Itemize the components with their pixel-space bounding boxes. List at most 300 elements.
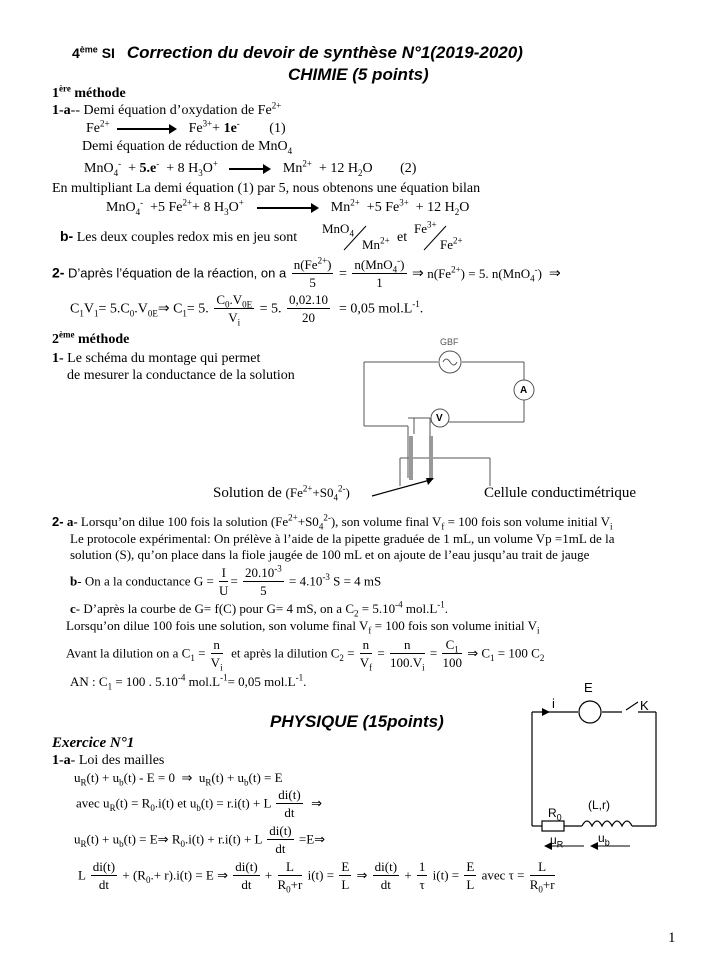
- text: mol.L: [188, 674, 221, 689]
- class-suffix: SI: [101, 45, 115, 61]
- dilution-line: [66, 618, 540, 636]
- sub: 4: [135, 206, 141, 217]
- sup: -1: [437, 599, 445, 610]
- physique-title: PHYSIQUE (15points): [270, 712, 444, 731]
- h3o: + 8 H: [166, 161, 199, 176]
- v: V: [228, 310, 238, 326]
- a-label: a-: [66, 514, 78, 529]
- c1v1-line: $C_1V_1=$ $5.C_0.V_{0E}\Rightarrow$ $C_1= 5$. $\frac{C_0.V_{0E}}{V_i}$ = 5. $\frac{0,02.10}{20}$ = 0,05 $mol.L^{-1}$.: [70, 292, 424, 328]
- sup: -: [236, 118, 240, 129]
- v: V: [210, 655, 221, 671]
- text: avec u: [76, 795, 110, 811]
- circuit-ub-label: [598, 831, 610, 848]
- text: = 100 . 5.10: [115, 674, 178, 689]
- u: u: [550, 833, 557, 847]
- fraction-l-r0r: [278, 860, 303, 893]
- v: V: [359, 655, 370, 671]
- den: 100: [442, 655, 462, 671]
- protocol-line2: solution (S), qu’on place dans la fiole jaugée de 100 mL et on ajoute de l’eau jusqu’au trait de jauge: [70, 547, 590, 562]
- fraction-di-dt: [91, 860, 117, 893]
- sub: 2: [354, 608, 359, 619]
- den: 1: [376, 275, 383, 291]
- b-text: - On a la conductance G =: [77, 573, 214, 589]
- fraction-nfe-5: $\frac{n(Fe^{2+})}{5}$: [293, 255, 332, 291]
- fraction-c1-100: $\frac{C_1}{100}$: [442, 637, 462, 671]
- sup: 2-: [323, 512, 331, 523]
- q1a-label: 1-a: [52, 753, 71, 768]
- couple-slash-1: [340, 224, 370, 252]
- sub: R: [80, 777, 87, 788]
- o: O: [202, 161, 213, 176]
- text: avec τ =: [481, 867, 525, 883]
- eq: =: [198, 645, 206, 661]
- num: E: [464, 860, 476, 876]
- sup: -1: [412, 298, 420, 309]
- num: I: [219, 566, 228, 582]
- sup: -: [156, 158, 160, 169]
- fe: Fe: [440, 237, 453, 252]
- sup: 2+: [302, 158, 312, 169]
- sub: 3: [224, 206, 229, 217]
- num: di(t): [91, 860, 117, 876]
- sub: 4: [318, 521, 324, 532]
- fraction-l-r0r: [530, 860, 555, 893]
- num: di(t): [267, 824, 293, 840]
- mesh-law-line1: $u_R(t) + u_b(t) - E = 0$ ⇒ $u_R(t) + u_b(t) = E$: [74, 770, 283, 788]
- eq-number: (2): [400, 161, 417, 176]
- heading-num: 2: [52, 332, 59, 347]
- fraction-n-vi: [211, 638, 223, 671]
- reduction-line: [82, 139, 292, 154]
- m2-q1-line2: de mesurer la conductance de la solution: [67, 368, 295, 383]
- sub: 2: [357, 167, 363, 178]
- u: u: [598, 831, 605, 845]
- fraction-value: [287, 293, 330, 326]
- num: n(Fe: [293, 257, 318, 272]
- five-e: 5.e: [139, 161, 157, 176]
- c: C: [70, 301, 80, 317]
- header-line: [72, 44, 523, 63]
- sub: 0E: [242, 299, 253, 310]
- methode2-heading: [52, 329, 130, 347]
- sub: b: [604, 837, 610, 848]
- text: = 0,05 mol.L: [227, 674, 296, 689]
- text: .+ r).i(t) = E: [150, 867, 214, 883]
- sup: -: [397, 255, 401, 266]
- heading-text: méthode: [78, 332, 130, 347]
- sup: -1: [220, 672, 228, 683]
- result: = 4.10: [289, 573, 323, 589]
- so4: +S0: [312, 485, 334, 500]
- text: = 100 fois son volume initial V: [374, 618, 537, 633]
- sub: 4: [349, 228, 354, 239]
- num: di(t): [373, 860, 399, 876]
- text: i(t) =: [432, 867, 460, 883]
- eq: = 5.: [259, 301, 282, 317]
- m2-q1-line1: [52, 351, 260, 366]
- sub: b: [196, 802, 201, 813]
- den: dt: [284, 805, 295, 821]
- num: di(t): [233, 860, 259, 876]
- sup: 2+: [182, 197, 193, 208]
- fraction-n-100vi: [390, 638, 425, 671]
- q1a-line: [52, 100, 282, 118]
- conductance-montage-diagram: [352, 336, 552, 486]
- text: .i(t) + r.i(t) + L: [185, 831, 262, 847]
- mesh-law-line3: $u_R(t) + u_b(t)$ = E⇒ $R_0.i(t) + r.i(t) + L$ $\frac{di(t)}{dt}$ =E⇒: [74, 823, 326, 857]
- eq-number: (1): [269, 121, 286, 136]
- fraction-20-5: [243, 563, 284, 599]
- couple-slash-2: [420, 224, 450, 252]
- sup: 2+: [100, 118, 110, 129]
- circuit-ur-label: [550, 833, 564, 850]
- text: + (R: [122, 867, 146, 883]
- text: Avant la dilution on a C: [66, 645, 191, 661]
- circuit-r0-label: [548, 806, 562, 823]
- result: S = 4 mS: [333, 573, 382, 589]
- sub: 2: [539, 652, 545, 663]
- sup: 2+: [350, 197, 360, 208]
- sub: 0: [224, 299, 230, 310]
- rl-circuit-diagram: [526, 680, 676, 850]
- fe: (Fe: [285, 485, 303, 500]
- bilan-equation: [106, 197, 470, 217]
- fe-term: +5 Fe: [150, 200, 183, 215]
- sub: 4: [530, 273, 535, 284]
- v: V: [83, 301, 94, 317]
- sup: 2+: [451, 264, 461, 275]
- sub: 0: [286, 884, 291, 895]
- q2-line: 2- D’après l’équation de la réaction, on a $\frac{n(Fe^{2+})}{5}$ = n(MnO$_4$-) 1 ⇒ $n(Fe^{2+}) = 5$. n(MnO$_4$-) ⇒: [52, 255, 561, 291]
- den: dt: [241, 877, 252, 893]
- den: dt: [275, 841, 286, 857]
- protocol-line1: Le protocole expérimental: On prélève à l’aide de la pipette graduée de 1 mL, un volume Vp =1mL de la: [70, 531, 615, 546]
- text: +r: [290, 877, 303, 893]
- fraction-1-tau: [417, 860, 428, 893]
- sub: 2: [454, 206, 460, 217]
- text: (t) + u: [211, 770, 245, 785]
- fraction-i-u: [219, 566, 228, 599]
- L: L: [78, 867, 86, 883]
- text: i(t) =: [307, 867, 335, 883]
- text: +r: [542, 877, 555, 893]
- heading-sup: ère: [59, 83, 71, 94]
- sub: b: [119, 777, 124, 788]
- nfe: n(Fe: [427, 265, 452, 281]
- q1a-label: 1-a: [52, 103, 71, 118]
- c: C: [173, 301, 183, 317]
- q2-text: D’après l’équation de la réaction, on a: [67, 265, 287, 281]
- sup: -3: [274, 563, 282, 574]
- heading-num: 1: [52, 86, 59, 101]
- den: U: [219, 583, 229, 599]
- text: (t) = E: [248, 770, 283, 785]
- sub: R: [205, 777, 212, 788]
- voltmeter-label: V: [436, 413, 443, 424]
- sup: -: [118, 158, 122, 169]
- text: (t) = E: [123, 831, 158, 847]
- num: di(t): [276, 788, 302, 804]
- sub: i: [536, 625, 540, 636]
- dot: .: [419, 301, 424, 317]
- q1a-text: -- Demi équation d’oxydation de Fe: [70, 103, 272, 118]
- q1-text: Le schéma du montage qui permet: [67, 351, 261, 366]
- sub: b: [119, 838, 124, 849]
- text: = 100 fois son volume initial V: [447, 514, 611, 529]
- ve: .V: [134, 301, 148, 317]
- sup: 2+: [380, 235, 390, 246]
- fraction-di-dt: [276, 788, 302, 821]
- mn: Mn: [362, 237, 381, 252]
- num: 20.10: [245, 565, 275, 580]
- q2a-text: Lorsqu’on dilue 100 fois la solution (Fe: [80, 514, 289, 529]
- fraction-e-l: [339, 860, 351, 893]
- den: τ: [419, 877, 425, 893]
- sup: 2+: [302, 483, 313, 494]
- sub: 2: [339, 652, 344, 663]
- o: O: [362, 161, 373, 176]
- fraction-di-dt: [233, 860, 259, 893]
- methode1-heading: [52, 83, 126, 101]
- m2-q2a-line: [52, 512, 613, 532]
- sub: 0: [129, 308, 135, 319]
- fe-term: +5 Fe: [366, 200, 400, 215]
- r: R: [277, 877, 287, 893]
- den: 5: [260, 583, 267, 599]
- text: Lorsqu’on dilue 100 fois une solution, son volume final V: [66, 618, 369, 633]
- page-title: Correction du devoir de synthèse N°1(2019-2020): [126, 43, 523, 62]
- num: n: [360, 638, 372, 654]
- circuit-i-label: i: [552, 696, 555, 711]
- num: E: [339, 860, 351, 876]
- result: = 0,05 mol.L: [339, 301, 413, 317]
- u: u: [198, 770, 206, 785]
- heading-sup: ème: [59, 329, 75, 340]
- sub: R: [109, 802, 116, 813]
- sup: -: [140, 197, 144, 208]
- eq-5n: ) = 5. n(MnO: [460, 265, 531, 281]
- sub: 0: [538, 884, 543, 895]
- eq: = 5.C: [98, 301, 130, 317]
- m2-b-line: b- On a la conductance G = $\frac{I}{U}$ = $\frac{20.10^{-3}}{5}$ = $4.10^{-3}$ S = 4 mS: [70, 563, 382, 599]
- solution-text: Solution de: [213, 485, 282, 501]
- mno4: MnO: [84, 161, 114, 176]
- c: C: [216, 292, 225, 307]
- sub: i: [610, 521, 613, 532]
- mesh-law-line4: L $\frac{di(t)}{dt}$ + $(R_0.+ r).i(t) = E$ ⇒ $\frac{di(t)}{dt}$ + $\frac{L}{R_0+r}$ i(t) = $\frac{E}{L}$ ⇒ $\frac{di(t)}{dt}$ + $\frac{1}{\tau}$ i(t) = $\frac{E}{L}$ avec τ = $\frac{L}{R_0+r}$: [78, 859, 555, 895]
- b-label: b: [70, 573, 78, 589]
- text: (t) = R: [115, 795, 151, 811]
- mno4: MnO: [106, 200, 136, 215]
- class-number: 4: [72, 45, 80, 61]
- sub: 0: [556, 812, 562, 823]
- mno4: MnO: [258, 139, 288, 154]
- fraction-nmno4-1: n(MnO$_4$-) 1: [354, 255, 405, 291]
- sub: f: [441, 521, 445, 532]
- num: L: [278, 860, 303, 876]
- text: = 5.10: [361, 601, 396, 616]
- r: R: [548, 806, 557, 820]
- sub: 4: [113, 167, 119, 178]
- h2o: + 12 H: [318, 161, 358, 176]
- fraction-di-dt: [373, 860, 399, 893]
- c: C: [445, 637, 455, 652]
- o: O: [228, 200, 239, 215]
- num: n(MnO: [354, 257, 393, 272]
- sup: -1: [295, 672, 304, 683]
- sup: -3: [322, 571, 330, 582]
- reaction-arrow: [229, 168, 269, 170]
- circuit-lr-label: (L,r): [588, 798, 610, 812]
- den: 5: [309, 275, 316, 291]
- text: mol.L: [405, 601, 438, 616]
- m2-c-line: [70, 599, 449, 619]
- den: 20: [302, 310, 316, 326]
- den: dt: [380, 877, 391, 893]
- sub: f: [368, 625, 372, 636]
- mn: Mn: [282, 161, 303, 176]
- sub: 4: [392, 264, 398, 275]
- sup: -4: [395, 599, 403, 610]
- chimie-subtitle: CHIMIE (5 points): [288, 65, 429, 84]
- q1a-text: - Loi des mailles: [70, 753, 165, 768]
- sub: 0E: [147, 308, 158, 319]
- couples-line: [60, 229, 297, 245]
- mn: Mn: [330, 200, 351, 215]
- circuit-e-label: E: [584, 680, 593, 695]
- sub: 0: [145, 874, 151, 885]
- c-label: c: [70, 601, 76, 616]
- dot: .: [444, 601, 449, 616]
- sup: -: [534, 264, 538, 275]
- q2-label: 2-: [52, 514, 64, 529]
- oxidation-equation: [86, 118, 286, 136]
- u: u: [74, 770, 81, 785]
- text: (t) + u: [86, 831, 120, 847]
- text: =E: [298, 831, 315, 847]
- sup: 2+: [453, 235, 463, 246]
- sup: 3+: [427, 219, 437, 230]
- sup: 2+: [288, 512, 298, 523]
- text: (t) + u: [86, 770, 120, 785]
- electron: 1e: [223, 121, 237, 136]
- multiply-line: En multipliant La demi équation (1) par 5, nous obtenons une équation bilan: [52, 181, 481, 196]
- ammeter-label: A: [520, 385, 528, 396]
- sub: 3: [198, 167, 203, 178]
- text: (t) = r.i(t) + L: [200, 795, 272, 811]
- dot: .: [303, 674, 307, 689]
- text: .i(t) et u: [154, 795, 197, 811]
- sup: +: [212, 158, 218, 169]
- o: O: [459, 200, 470, 215]
- sub: b: [244, 777, 249, 788]
- an-line: AN : $C_1 = 100$ . $5.10^{-4}$ $mol.L^{-1}= 0,05$ $mol.L^{-1}$.: [70, 672, 307, 692]
- reduction-equation: [84, 158, 417, 178]
- dilution-equation: Avant la dilution on a $C_1$ = $\frac{n}{V_i}$ et après la dilution $C_2$ = $\frac{n}{V_f}$ = $\frac{n}{100.V_i}$ = $\frac{C_1}{100}$ ⇒ $C_1 = 100$ $C_2$: [66, 637, 545, 673]
- exercice-heading: Exercice N°1: [52, 735, 135, 751]
- sub: 0: [180, 838, 185, 849]
- fe: Fe: [188, 121, 203, 136]
- r: R: [171, 831, 181, 847]
- sub: R: [80, 838, 87, 849]
- plus: +: [212, 121, 221, 136]
- r: R: [529, 877, 539, 893]
- reaction-arrow: [257, 207, 317, 209]
- sub: i: [220, 662, 223, 673]
- sup: +: [238, 197, 244, 208]
- mesh-law-line2: avec $u_R(t) = R_0.i(t)$ et $u_b(t) = r.i(t) + L$ $\frac{di(t)}{dt}$ ⇒: [76, 787, 323, 821]
- et-word: et: [397, 230, 408, 245]
- v: .V: [229, 292, 243, 307]
- class-sup: ème: [79, 44, 98, 55]
- sup: 2+: [317, 255, 328, 266]
- circuit-k-label: K: [640, 698, 649, 713]
- sup: 3+: [202, 118, 213, 129]
- page-number: 1: [668, 930, 676, 946]
- num: 0,02.10: [287, 293, 330, 309]
- b-text: Les deux couples redox mis en jeu sont: [76, 230, 298, 245]
- c-text: - D’après la courbe de G= f(C) pour G= 4 mS, on a C: [75, 601, 354, 616]
- q2-label: 2-: [52, 264, 65, 281]
- text: et après la dilution C: [231, 645, 340, 661]
- sup: -4: [177, 672, 186, 683]
- text: ), son volume final V: [330, 514, 442, 529]
- h3o: + 8 H: [192, 200, 225, 215]
- text: AN : C: [70, 674, 108, 689]
- sup: 2-: [338, 483, 346, 494]
- b-label: b-: [60, 228, 74, 244]
- fraction-n-vf: [360, 638, 372, 671]
- sub: f: [369, 662, 373, 673]
- text: (t) - E = 0: [123, 770, 175, 785]
- num: L: [530, 860, 555, 876]
- den: L: [466, 877, 475, 893]
- cell-label: Cellule conductimétrique: [484, 485, 637, 501]
- sub: R: [556, 839, 564, 850]
- sub: i: [237, 317, 241, 328]
- mno4: MnO: [322, 221, 350, 236]
- num: n: [211, 638, 223, 654]
- sub: 4: [287, 145, 293, 156]
- fe: Fe: [414, 221, 427, 236]
- fraction-di-dt: [267, 824, 293, 857]
- fraction-c0v0e-vi: [214, 293, 254, 326]
- sub: 4: [333, 492, 338, 503]
- den: dt: [98, 877, 109, 893]
- num: 1: [417, 860, 428, 876]
- solution-label: [213, 485, 350, 502]
- eq: = 100 C: [497, 645, 540, 661]
- sub: 0: [150, 802, 155, 813]
- sup: 2+: [271, 100, 282, 111]
- gbf-label: GBF: [440, 337, 459, 347]
- plus: +: [128, 161, 136, 176]
- eq: = 5.: [186, 301, 209, 317]
- q1-label: 1-: [52, 351, 64, 366]
- fe: Fe: [86, 121, 100, 136]
- c: C: [481, 645, 491, 661]
- num: n: [390, 638, 425, 654]
- den: L: [341, 877, 350, 893]
- so4: +S0: [297, 514, 319, 529]
- solution-pointer-arrow: [370, 474, 440, 500]
- reduction-text: Demi équation de réduction de: [82, 139, 255, 154]
- u: u: [74, 831, 81, 847]
- sup: 3+: [399, 197, 409, 208]
- phys-q1a-line: [52, 753, 164, 768]
- heading-text: méthode: [74, 86, 126, 101]
- fraction-e-l: [464, 860, 476, 893]
